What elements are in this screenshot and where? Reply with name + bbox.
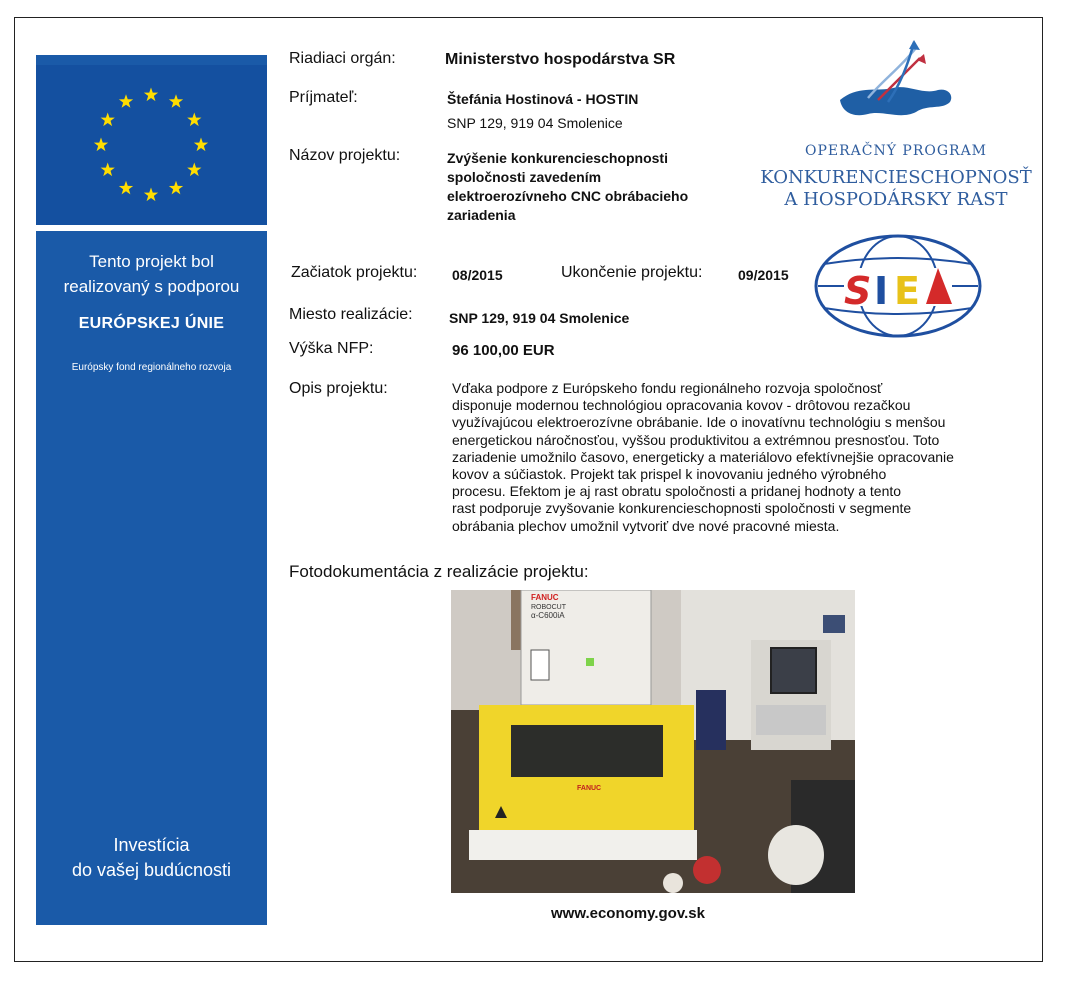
project-name-line: zariadenia xyxy=(447,207,516,223)
project-description: Vďaka podpore z Európskeho fondu regionálneho rozvoja spoločnosť disponuje modernou technológiou opracovania kovov - drôtovou rezačkou využívajúcou elektroerozívne obrábanie. Ide o inovatívnu technológiu s menšou energetickou náročnosťou, vyššou produktivitou a extrémnou presnosťou. Toto zariadenie umožnilo časovo, energeticky a materiálovo efektívnejšie opracovanie kovov a súčiastok. Projekt tak prispel k inovovaniu jedného výrobného procesu. Efektom je aj rast obratu spoločnosti a pridanej hodnoty a tento rast podporuje zvyšovanie konkurencieschopnosti spoločnosti v segmente obrábania plechov umožnil vytvoriť dve nové pracovné miesta. xyxy=(452,380,954,534)
eu-line-1: Tento projekt bol xyxy=(89,252,214,271)
authority-value: Ministerstvo hospodárstva SR xyxy=(445,51,676,68)
siea-logo-icon xyxy=(814,234,982,338)
project-name-label: Názov projektu: xyxy=(289,147,401,164)
divider xyxy=(36,225,267,231)
website-link[interactable]: www.economy.gov.sk xyxy=(551,905,705,922)
authority-label: Riadiaci orgán: xyxy=(289,50,396,67)
eu-union-text: EURÓPSKEJ ÚNIE xyxy=(78,315,225,332)
project-name-line: elektroerozívneho CNC obrábacieho xyxy=(447,188,689,204)
location-value: SNP 129, 919 04 Smolenice xyxy=(449,310,630,326)
end-value: 09/2015 xyxy=(738,267,789,283)
recipient-name: Štefánia Hostinová - HOSTIN xyxy=(447,91,639,107)
recipient-label: Príjmateľ: xyxy=(289,89,358,106)
svg-text:I: I xyxy=(874,269,889,313)
photo-label: Fotodokumentácia z realizácie projektu: xyxy=(289,562,589,581)
op-logo-line-3: A HOSPODÁRSKY RAST xyxy=(784,189,1008,210)
project-name xyxy=(447,149,688,225)
op-logo-line-1: OPERAČNÝ PROGRAM xyxy=(804,143,988,159)
eu-line-2: realizovaný s podporou xyxy=(63,277,240,296)
eu-star-icon xyxy=(94,138,108,152)
project-photo xyxy=(451,590,855,893)
eu-star-icon xyxy=(144,88,158,102)
photo-brand-1: FANUC xyxy=(531,593,559,602)
eu-star-icon xyxy=(101,113,115,127)
description-label: Opis projektu: xyxy=(289,380,388,397)
nfp-value: 96 100,00 EUR xyxy=(452,342,555,359)
photo-brand-2: ROBOCUT xyxy=(531,604,566,611)
photo-machine-brand: FANUC xyxy=(577,785,602,792)
recipient-address: SNP 129, 919 04 Smolenice xyxy=(447,115,623,131)
start-label: Začiatok projektu: xyxy=(291,264,418,281)
op-map-logo-icon xyxy=(838,40,958,125)
eu-star-icon xyxy=(187,163,201,177)
eu-fund-text: Európsky fond regionálneho rozvoja xyxy=(71,362,232,373)
location-label: Miesto realizácie: xyxy=(289,306,413,323)
eu-star-icon xyxy=(169,94,183,108)
divider xyxy=(36,49,267,55)
eu-support-text xyxy=(36,249,267,299)
photo-brand-3: α-C600iA xyxy=(531,611,565,620)
eu-banner xyxy=(36,49,267,925)
project-name-line: spoločnosti zavedením xyxy=(447,169,602,185)
start-value: 08/2015 xyxy=(452,267,503,283)
eu-slogan xyxy=(36,833,267,883)
end-label: Ukončenie projektu: xyxy=(561,264,703,281)
eu-star-icon xyxy=(187,113,201,127)
svg-text:E: E xyxy=(894,269,920,313)
eu-slogan-line-1: Investícia xyxy=(113,835,190,855)
eu-star-icon xyxy=(101,163,115,177)
eu-star-icon xyxy=(194,138,208,152)
project-name-line: Zvýšenie konkurencieschopnosti xyxy=(447,150,668,166)
eu-star-icon xyxy=(119,94,133,108)
eu-star-icon xyxy=(119,181,133,195)
eu-star-icon xyxy=(169,181,183,195)
op-logo-line-2: KONKURENCIESCHOPNOSŤ xyxy=(760,167,1032,188)
eu-slogan-line-2: do vašej budúcnosti xyxy=(71,860,232,880)
nfp-label: Výška NFP: xyxy=(289,340,374,357)
eu-stars-icon xyxy=(36,65,267,225)
eu-star-icon xyxy=(144,188,158,202)
svg-text:S: S xyxy=(844,269,872,313)
